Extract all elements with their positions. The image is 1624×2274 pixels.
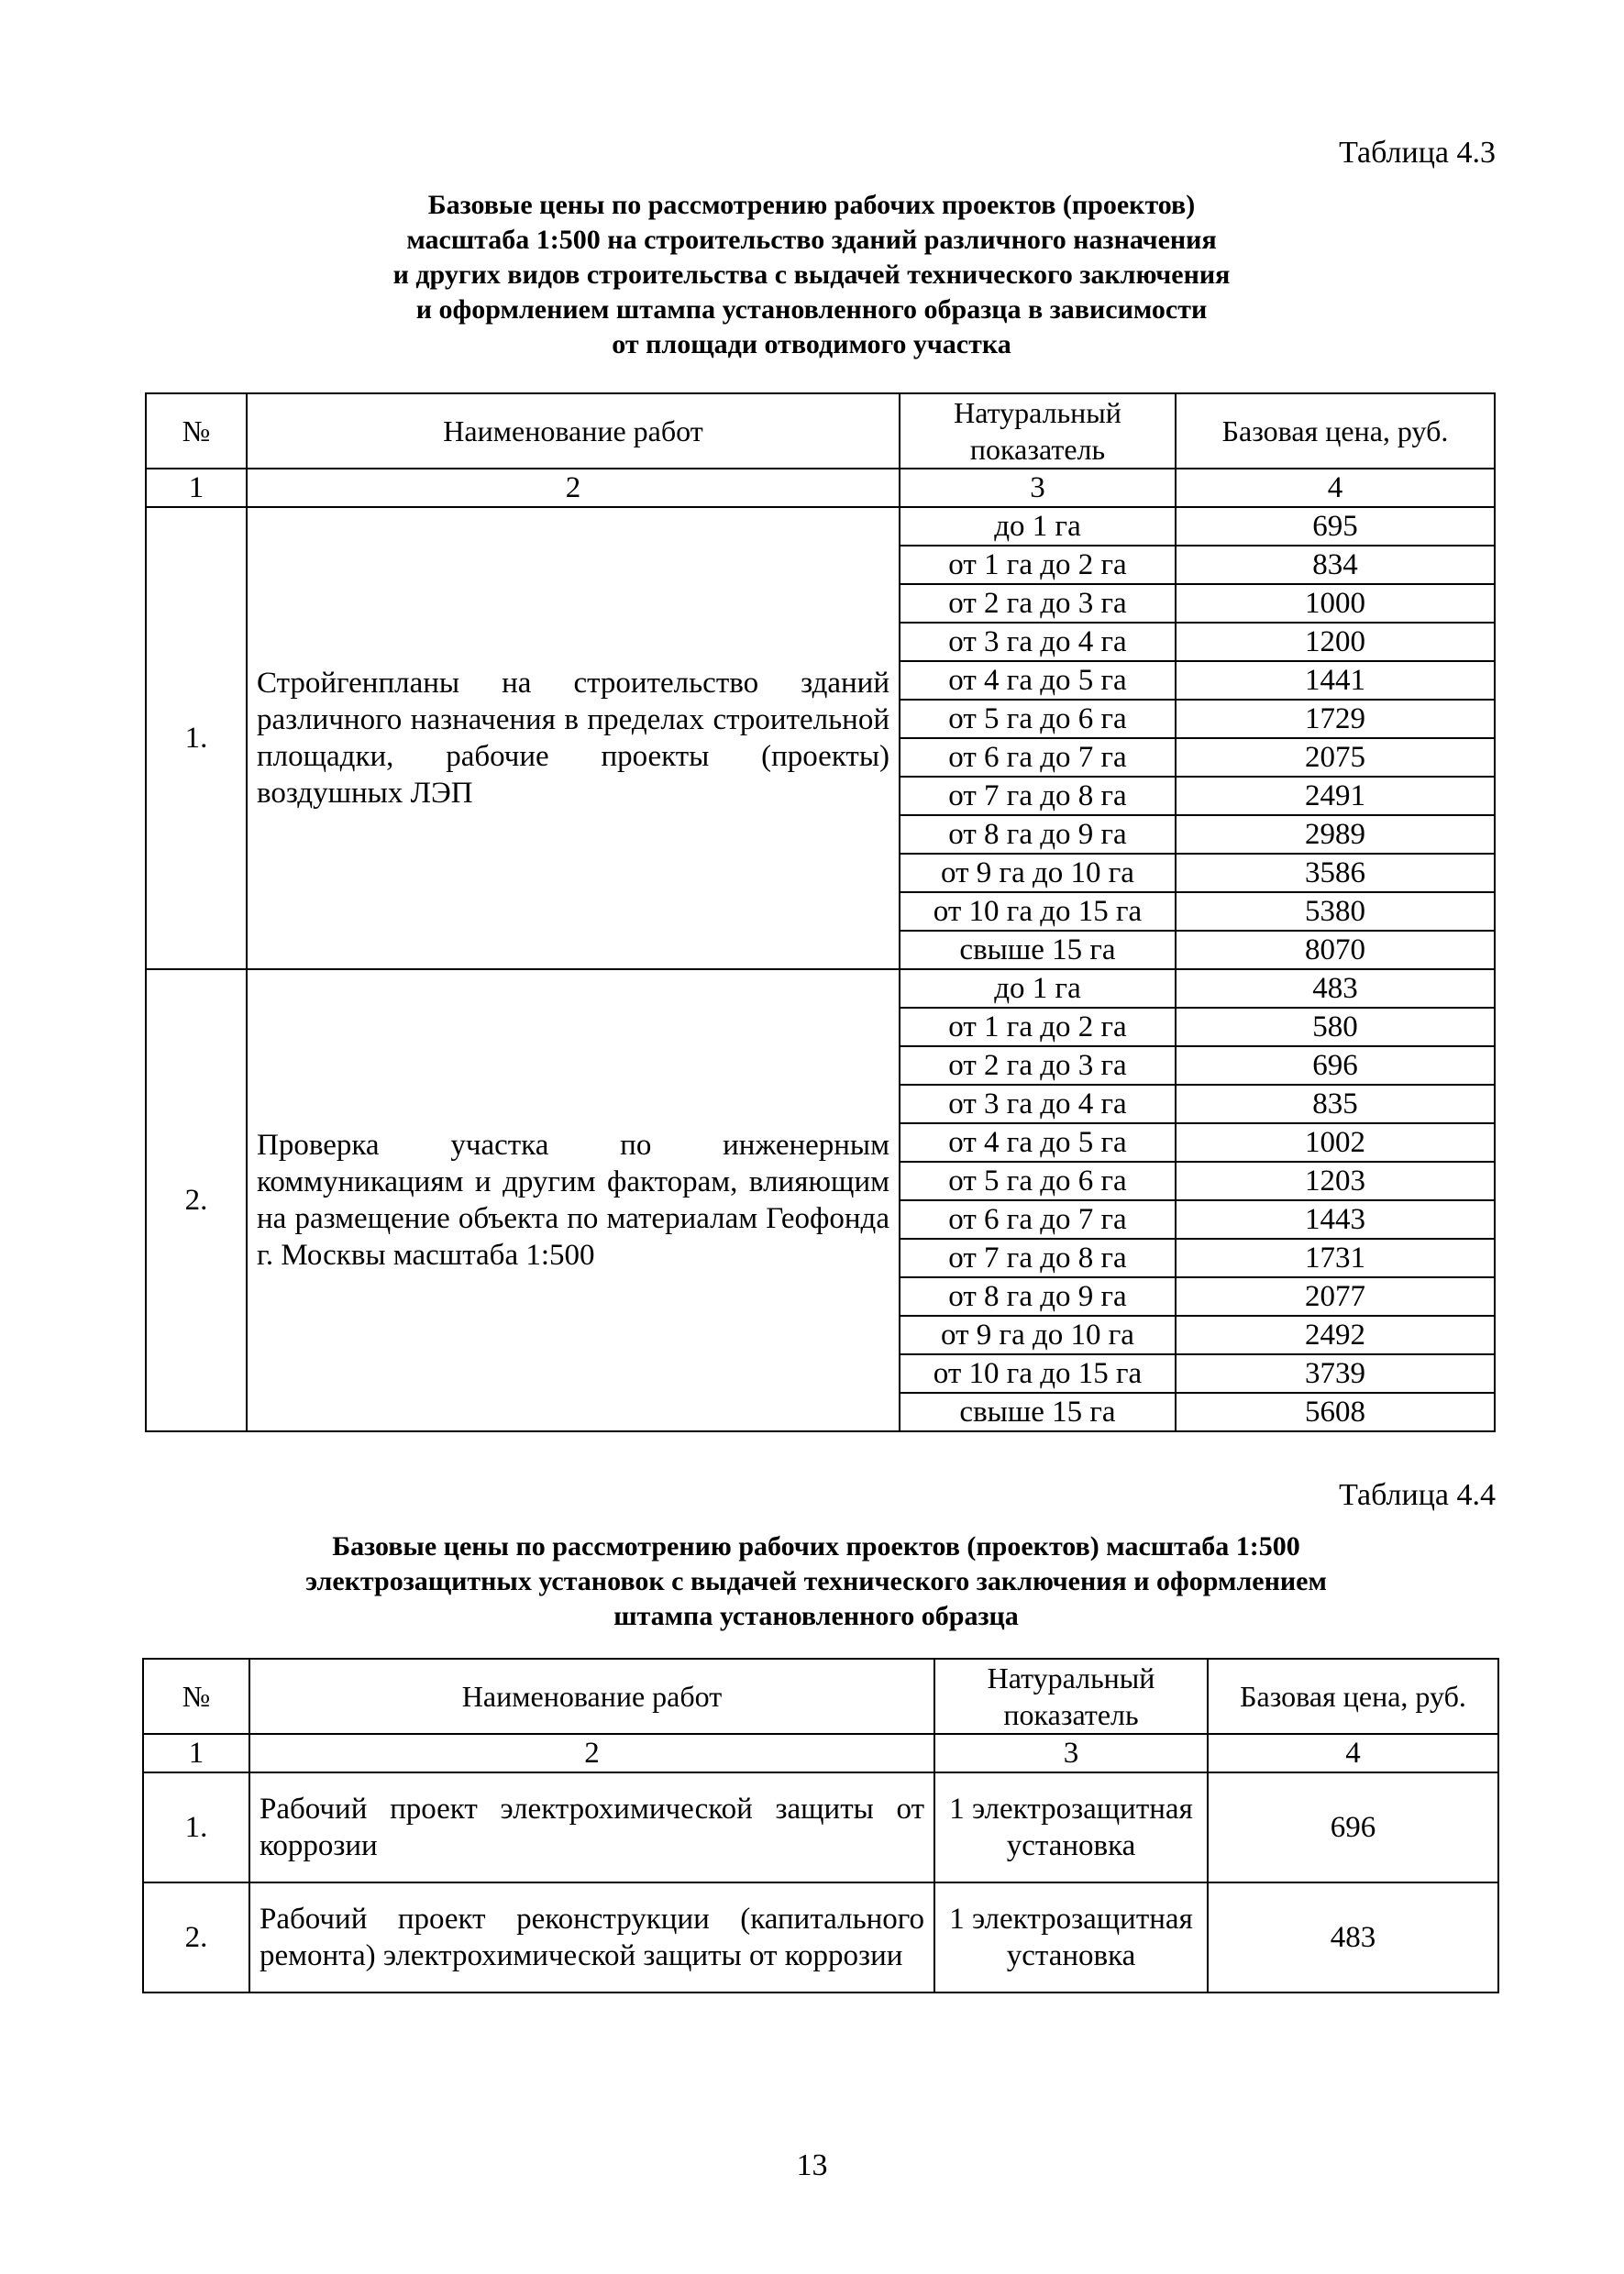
page-number: 13	[796, 2148, 828, 2182]
base-price: 835	[1176, 1085, 1495, 1123]
table-4-3-title	[147, 188, 1476, 362]
base-price: 2491	[1176, 777, 1495, 815]
title-line: электрозащитных установок с выдачей технического заключения и оформлением	[305, 1566, 1327, 1596]
natural-indicator: от 4 га до 5 га	[900, 1123, 1176, 1162]
row-number: 1.	[143, 1772, 249, 1882]
base-price: 1731	[1176, 1239, 1495, 1277]
base-price: 1002	[1176, 1123, 1495, 1162]
title-line: Базовые цены по рассмотрению рабочих проектов (проектов)	[427, 190, 1196, 220]
header-number: №	[146, 393, 247, 469]
column-number-row	[146, 469, 1495, 507]
column-number-row	[143, 1734, 1498, 1772]
header-indicator: Натуральный показатель	[934, 1659, 1208, 1734]
natural-indicator: от 6 га до 7 га	[900, 1200, 1176, 1239]
table-row	[146, 507, 1495, 546]
natural-indicator: от 7 га до 8 га	[900, 777, 1176, 815]
column-number: 1	[146, 469, 247, 507]
header-base-price: Базовая цена, руб.	[1208, 1659, 1498, 1734]
table-4-4-label: Таблица 4.4	[1339, 1478, 1496, 1512]
base-price: 834	[1176, 546, 1495, 584]
natural-indicator: 1 электрозащитная установка	[934, 1882, 1208, 1993]
column-number: 3	[934, 1734, 1208, 1772]
natural-indicator: от 3 га до 4 га	[900, 1085, 1176, 1123]
work-name: Проверка участка по инженерным коммуникациям и другим факторам, влияющим на размещение объекта по материалам Геофонда г. Москвы масштаба 1:500	[247, 969, 900, 1431]
header-number: №	[143, 1659, 249, 1734]
base-price: 1200	[1176, 623, 1495, 661]
base-price: 483	[1208, 1882, 1498, 1993]
base-price: 8070	[1176, 931, 1495, 969]
table-header-row	[143, 1659, 1498, 1734]
natural-indicator: от 1 га до 2 га	[900, 1008, 1176, 1046]
natural-indicator: от 6 га до 7 га	[900, 738, 1176, 777]
title-line: от площади отводимого участка	[612, 329, 1011, 359]
natural-indicator: от 4 га до 5 га	[900, 661, 1176, 700]
column-number: 4	[1176, 469, 1495, 507]
base-price: 3739	[1176, 1354, 1495, 1393]
natural-indicator: от 2 га до 3 га	[900, 584, 1176, 623]
natural-indicator: от 10 га до 15 га	[900, 892, 1176, 931]
base-price: 2075	[1176, 738, 1495, 777]
natural-indicator: от 5 га до 6 га	[900, 700, 1176, 738]
title-line: штампа установленного образца	[613, 1601, 1019, 1631]
natural-indicator: до 1 га	[900, 969, 1176, 1008]
natural-indicator: от 8 га до 9 га	[900, 815, 1176, 854]
base-price: 1203	[1176, 1162, 1495, 1200]
natural-indicator: свыше 15 га	[900, 1393, 1176, 1431]
column-number: 3	[900, 469, 1176, 507]
work-name: Рабочий проект электрохимической защиты от коррозии	[249, 1772, 934, 1882]
header-base-price: Базовая цена, руб.	[1176, 393, 1495, 469]
base-price: 1729	[1176, 700, 1495, 738]
base-price: 1441	[1176, 661, 1495, 700]
base-price: 696	[1208, 1772, 1498, 1882]
table-4-4-title	[147, 1529, 1486, 1634]
natural-indicator: от 9 га до 10 га	[900, 854, 1176, 892]
base-price: 695	[1176, 507, 1495, 546]
base-price: 580	[1176, 1008, 1495, 1046]
table-4-3	[145, 392, 1496, 1432]
row-number: 1.	[146, 507, 247, 969]
base-price: 1000	[1176, 584, 1495, 623]
title-line: Базовые цены по рассмотрению рабочих проектов (проектов) масштаба 1:500	[332, 1531, 1300, 1562]
natural-indicator: 1 электрозащитная установка	[934, 1772, 1208, 1882]
natural-indicator: от 9 га до 10 га	[900, 1316, 1176, 1354]
table-4-4	[142, 1658, 1499, 1993]
natural-indicator: от 8 га до 9 га	[900, 1277, 1176, 1316]
table-header-row	[146, 393, 1495, 469]
natural-indicator: от 2 га до 3 га	[900, 1046, 1176, 1085]
column-number: 4	[1208, 1734, 1498, 1772]
base-price: 2077	[1176, 1277, 1495, 1316]
header-work-name: Наименование работ	[249, 1659, 934, 1734]
natural-indicator: от 3 га до 4 га	[900, 623, 1176, 661]
base-price: 483	[1176, 969, 1495, 1008]
natural-indicator: от 10 га до 15 га	[900, 1354, 1176, 1393]
row-number: 2.	[146, 969, 247, 1431]
header-indicator: Натуральный показатель	[900, 393, 1176, 469]
base-price: 1443	[1176, 1200, 1495, 1239]
table-row	[143, 1882, 1498, 1993]
column-number: 1	[143, 1734, 249, 1772]
work-name: Стройгенпланы на строительство зданий различного назначения в пределах строительной площадки, рабочие проекты (проекты) воздушных ЛЭП	[247, 507, 900, 969]
column-number: 2	[249, 1734, 934, 1772]
table-row	[143, 1772, 1498, 1882]
title-line: и оформлением штампа установленного образца в зависимости	[415, 294, 1208, 325]
base-price: 5380	[1176, 892, 1495, 931]
base-price: 696	[1176, 1046, 1495, 1085]
title-line: и других видов строительства с выдачей технического заключения	[392, 259, 1231, 290]
table-row	[146, 969, 1495, 1008]
natural-indicator: от 1 га до 2 га	[900, 546, 1176, 584]
base-price: 5608	[1176, 1393, 1495, 1431]
base-price: 2989	[1176, 815, 1495, 854]
natural-indicator: от 5 га до 6 га	[900, 1162, 1176, 1200]
table-4-3-label: Таблица 4.3	[1339, 136, 1496, 170]
natural-indicator: от 7 га до 8 га	[900, 1239, 1176, 1277]
work-name: Рабочий проект реконструкции (капитального ремонта) электрохимической защиты от коррозии	[249, 1882, 934, 1993]
natural-indicator: до 1 га	[900, 507, 1176, 546]
column-number: 2	[247, 469, 900, 507]
header-work-name: Наименование работ	[247, 393, 900, 469]
title-line: масштаба 1:500 на строительство зданий различного назначения	[406, 225, 1217, 255]
natural-indicator: свыше 15 га	[900, 931, 1176, 969]
base-price: 3586	[1176, 854, 1495, 892]
row-number: 2.	[143, 1882, 249, 1993]
base-price: 2492	[1176, 1316, 1495, 1354]
